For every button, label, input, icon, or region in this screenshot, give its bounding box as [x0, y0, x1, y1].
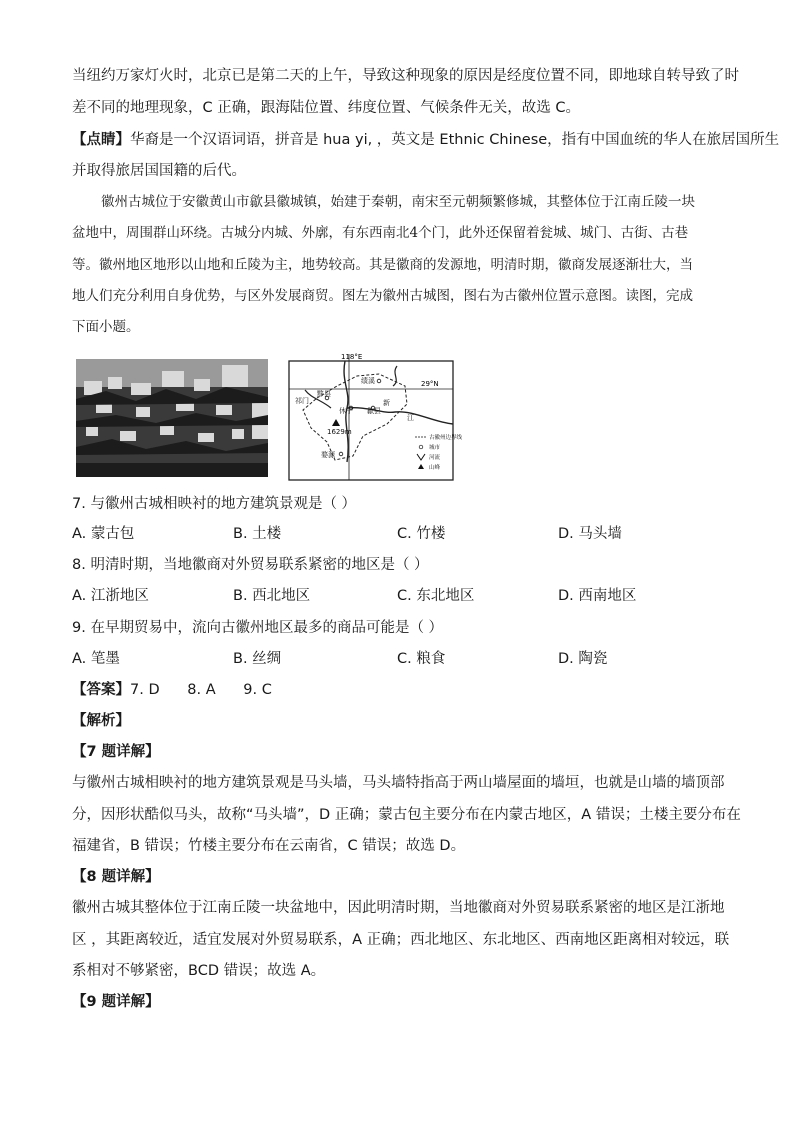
para1-line1: 当纽约万家灯火时，北京已是第二天的上午，导致这种现象的原因是经度位置不同，即地球自转导致了时: [72, 68, 739, 84]
peak-elevation: 1629m: [327, 428, 352, 436]
analysis-label: 【解析】: [72, 713, 130, 729]
place-jixi: 绩溪: [361, 377, 375, 385]
place-yixian: 黟县: [317, 390, 331, 398]
q7-detail-line2: 分，因形状酷似马头，故称“马头墙”，D 正确；蒙古包主要分布在内蒙古地区，A 错误；土楼主要分布在: [72, 807, 741, 823]
q9-option-a: A. 笔墨: [72, 651, 120, 667]
dianjing-text: 华裔是一个汉语词语，拼音是 hua yi, ，英文是 Ethnic Chinese，指有中国血统的华人在旅居国所生: [130, 132, 780, 148]
q7-detail-line3: 福建省，B 错误；竹楼主要分布在云南省，C 错误；故选 D。: [72, 838, 466, 854]
passage-line5: 下面小题。: [72, 319, 140, 335]
dianjing-line1: [72, 130, 779, 150]
legend-city: 城市: [429, 445, 441, 451]
place-xin: 新: [383, 399, 390, 407]
q8-detail-line1: 徽州古城其整体位于江南丘陵一块盆地中，因此明清时期，当地徽商对外贸易联系紧密的地区是江浙地: [72, 900, 725, 916]
q9-option-c: C. 粮食: [397, 651, 446, 667]
q7-detail-label: 【7 题详解】: [72, 744, 160, 760]
huizhou-location-map: [287, 352, 487, 482]
passage-line2: 盆地中，周围群山环绕。古城分内城、外廓，有东西南北4个门，此外还保留着瓮城、城门、古街、古巷: [72, 225, 689, 241]
legend-river: 河流: [429, 455, 441, 461]
q9-option-d: D. 陶瓷: [558, 651, 608, 667]
map-lat-label: 29°N: [421, 380, 439, 388]
q7-option-d: D. 马头墙: [558, 526, 622, 542]
q7-option-c: C. 竹楼: [397, 526, 446, 542]
q8-detail-line3: 系相对不够紧密，BCD 错误；故选 A。: [72, 963, 326, 979]
question-8-stem: 8. 明清时期，当地徽商对外贸易联系紧密的地区是（ ）: [72, 557, 429, 573]
q8-detail-label: 【8 题详解】: [72, 869, 160, 885]
q8-option-a: A. 江浙地区: [72, 588, 149, 604]
q8-detail-line2: 区 ，其距离较近，适宜发展对外贸易联系，A 正确；西北地区、东北地区、西南地区距离相对较远，联: [72, 932, 730, 948]
q8-option-d: D. 西南地区: [558, 588, 637, 604]
passage-line3: 等。徽州地区地形以山地和丘陵为主，地势较高。其是徽商的发源地，明清时期，徽商发展逐渐壮大，当: [72, 257, 693, 273]
passage-line1: 徽州古城位于安徽黄山市歙县徽城镇，始建于秦朝，南宋至元朝频繁修城，其整体位于江南丘陵一块: [101, 194, 695, 210]
legend-peak: 山峰: [429, 465, 441, 471]
dianjing-line2: 并取得旅居国国籍的后代。: [72, 163, 246, 179]
q8-option-b: B. 西北地区: [233, 588, 311, 604]
answer-line: [72, 680, 272, 700]
place-qimen: 祁门: [295, 397, 309, 405]
answer-label: 【答案】: [72, 682, 130, 698]
place-wuyuan: 婺源: [321, 451, 335, 459]
para1-line2: 差不同的地理现象，C 正确，跟海陆位置、纬度位置、气候条件无关，故选 C。: [72, 100, 580, 116]
q9-option-b: B. 丝绸: [233, 651, 282, 667]
q7-detail-line1: 与徽州古城相映衬的地方建筑景观是马头墙，马头墙特指高于两山墙屋面的墙垣，也就是山墙的墙顶部: [72, 775, 725, 791]
place-shexian: 歙县: [367, 407, 381, 415]
town-photo-drawing: [76, 359, 268, 477]
question-7-stem: 7. 与徽州古城相映衬的地方建筑景观是（ ）: [72, 496, 357, 512]
answer-text: 7. D 8. A 9. C: [130, 682, 272, 698]
place-xiuning: 休宁: [339, 407, 353, 415]
q9-detail-label: 【9 题详解】: [72, 994, 160, 1010]
q7-option-a: A. 蒙古包: [72, 526, 135, 542]
q8-option-c: C. 东北地区: [397, 588, 475, 604]
place-jiang: 江: [407, 414, 414, 422]
dianjing-label: 【点睛】: [72, 132, 130, 148]
question-9-stem: 9. 在早期贸易中，流向古徽州地区最多的商品可能是（ ）: [72, 620, 444, 636]
huizhou-town-photo: [76, 359, 268, 477]
q7-option-b: B. 土楼: [233, 526, 282, 542]
passage-line4: 地人们充分利用自身优势，与区外发展商贸。图左为徽州古城图，图右为古徽州位置示意图。读图，完成: [72, 288, 693, 304]
map-lon-label: 118°E: [341, 353, 363, 361]
legend-boundary: 古徽州边界线: [429, 435, 463, 441]
